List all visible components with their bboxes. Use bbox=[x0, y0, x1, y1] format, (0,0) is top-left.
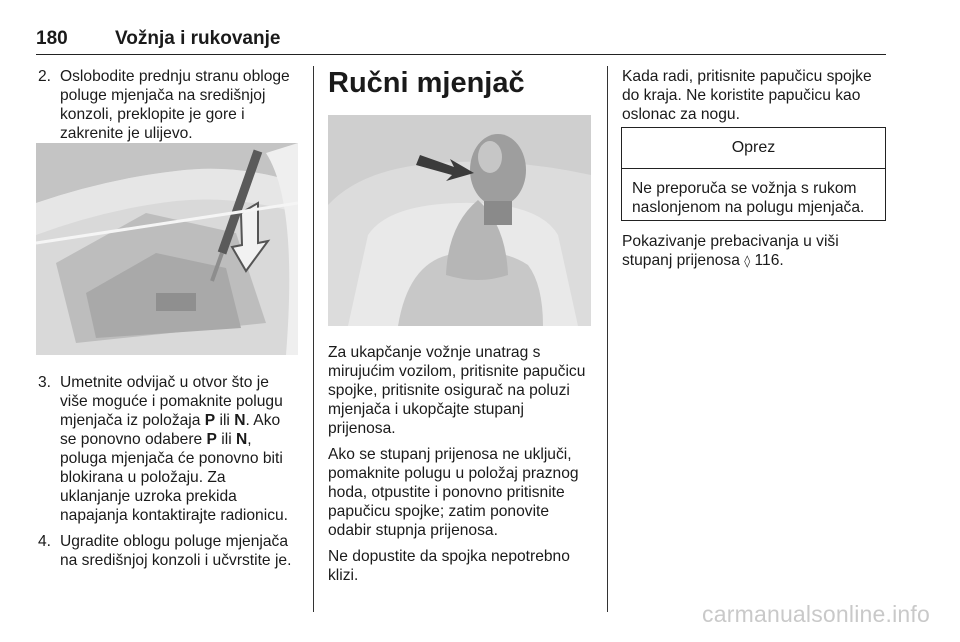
column-divider bbox=[313, 66, 314, 612]
section-title: Ručni mjenjač bbox=[328, 67, 525, 99]
chapter-title: Vožnja i rukovanje bbox=[115, 28, 281, 49]
left-column-lower bbox=[38, 373, 300, 577]
step-text: Oslobodite prednju stranu obloge poluge mjenjača na središnjoj konzoli, preklopite je gore i zakrenite je ulijevo. bbox=[60, 68, 290, 142]
paragraph: Ne dopustite da spojka nepotrebno klizi. bbox=[328, 548, 570, 584]
column-divider bbox=[607, 66, 608, 612]
step-text: Ugradite oblogu poluge mjenjača na središnjoj konzoli i učvrstite je. bbox=[60, 533, 292, 569]
step-line: mjenjača iz položaja P ili N. Ako bbox=[60, 412, 281, 429]
step-line: Umetnite odvijač u otvor što je bbox=[60, 374, 269, 391]
step-text: poluga mjenjača će ponovno biti blokirana u položaju. Za uklanjanje uzroka prekida napajanja kontaktirajte radionicu. bbox=[60, 450, 288, 524]
gear-position-p: P bbox=[204, 412, 216, 429]
step-3 bbox=[38, 373, 300, 525]
gear-lever-release-figure bbox=[36, 143, 298, 355]
left-column bbox=[38, 67, 300, 150]
step-number: 3. bbox=[38, 374, 52, 391]
step-4 bbox=[38, 532, 300, 570]
step-number: 2. bbox=[38, 68, 52, 85]
middle-column bbox=[328, 66, 594, 100]
step-line: se ponovno odabere P ili N, bbox=[60, 431, 252, 448]
arrow-reference-icon: ◊ bbox=[744, 254, 751, 268]
paragraph: Kada radi, pritisnite papučicu spojke do kraja. Ne koristite papučicu kao oslonac za nogu. bbox=[622, 68, 872, 123]
gear-position-p: P bbox=[206, 431, 217, 448]
gear-knob-illustration bbox=[328, 115, 591, 326]
step-2 bbox=[38, 67, 300, 143]
step-number: 4. bbox=[38, 533, 52, 550]
right-column-lower bbox=[622, 232, 886, 278]
page-number: 180 bbox=[36, 28, 68, 49]
caution-box bbox=[621, 127, 886, 221]
page-reference[interactable]: 116. bbox=[754, 252, 784, 269]
console-screwdriver-illustration bbox=[36, 143, 298, 355]
gear-shift-figure bbox=[328, 115, 591, 326]
caution-title: Oprez bbox=[622, 128, 885, 169]
step-line: više moguće i pomaknite polugu bbox=[60, 393, 283, 410]
watermark: carmanualsonline.info bbox=[702, 601, 930, 627]
paragraph: Ako se stupanj prijenosa ne uključi, pomaknite polugu u položaj praznog hoda, otpustite i ponovno pritisnite papučicu spojke; zatim ponovite odabir stupnja prijenosa. bbox=[328, 446, 579, 539]
caution-text: Ne preporuča se vožnja s rukom naslonjenom na polugu mjenjača. bbox=[632, 180, 865, 216]
paragraph: Za ukapčanje vožnje unatrag s mirujućim vozilom, pritisnite papučicu spojke, pritisnite osigurač na poluzi mjenjača i ukopčajte stupanj prijenosa. bbox=[328, 344, 586, 437]
gear-position-n: N bbox=[234, 412, 246, 429]
right-column bbox=[622, 67, 886, 131]
page-header bbox=[36, 28, 886, 55]
middle-column-text bbox=[328, 343, 594, 592]
gear-position-n: N bbox=[236, 431, 248, 448]
paragraph: Pokazivanje prebacivanja u viši stupanj prijenosa ◊ 116. bbox=[622, 233, 839, 269]
